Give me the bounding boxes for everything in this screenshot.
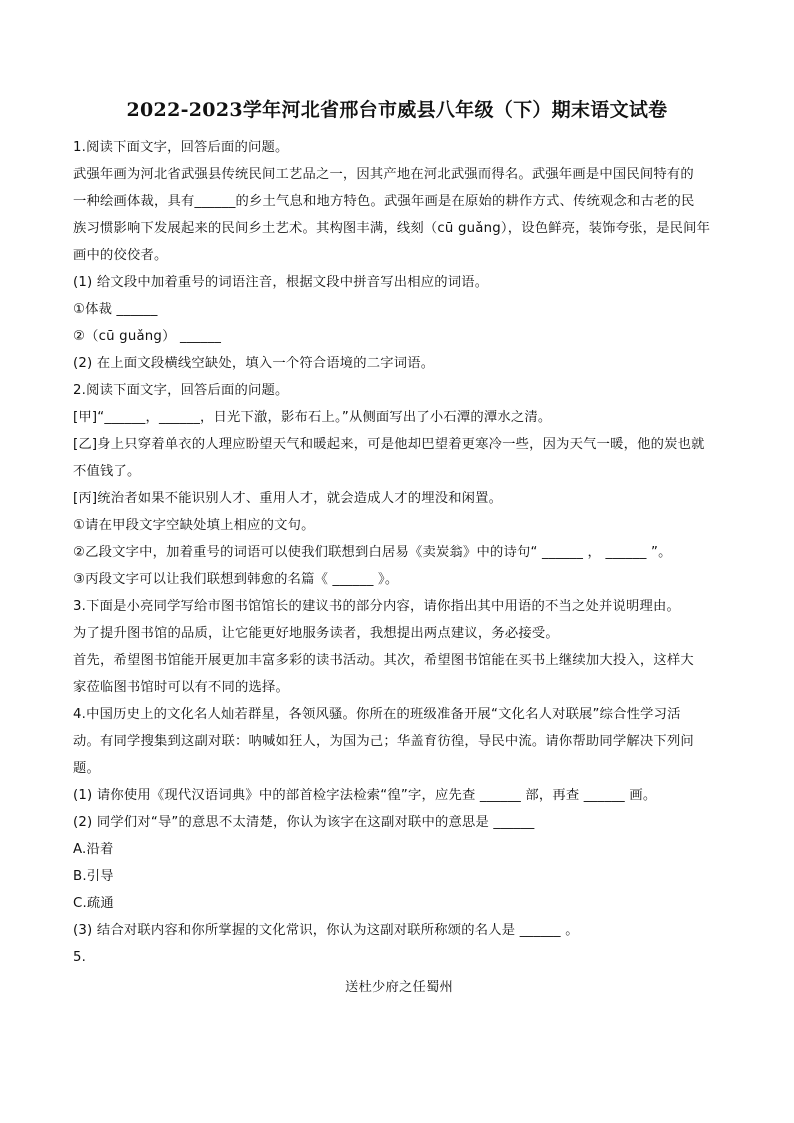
text-line: 动。有同学搜集到这副对联：呐喊如狂人，为国为己；华盖育彷徨，导民中流。请你帮助同学解决下列问 — [73, 734, 694, 749]
text-line: 5. — [73, 950, 87, 965]
text-line: 家莅临图书馆时可以有不同的选择。 — [73, 680, 289, 695]
text-line: (3) 结合对联内容和你所掌握的文化常识，你认为这副对联所称颂的名人是 ______ 。 — [73, 923, 579, 938]
text-line: (1) 请你使用《现代汉语词典》中的部首检字法检索“徨”字，应先查 ______ 部，再查 ______ 画。 — [73, 788, 657, 803]
text-line: 题。 — [73, 761, 100, 776]
text-line: [乙]身上只穿着单衣的人理应盼望天气和暖起来，可是他却巴望着更寒冷一些，因为天气一暖，他的炭也就 — [73, 437, 705, 452]
text-line: (2) 在上面文段横线空缺处，填入一个符合语境的二字词语。 — [73, 356, 435, 371]
text-line: (1) 给文段中加着重号的词语注音，根据文段中拼音写出相应的词语。 — [73, 275, 489, 290]
text-line: 4.中国历史上的文化名人灿若群星，各领风骚。你所在的班级准备开展“文化名人对联展”综合性学习活 — [73, 707, 681, 722]
text-line: 首先，希望图书馆能开展更加丰富多彩的读书活动。其次，希望图书馆能在买书上继续加大投入，这样大 — [73, 653, 694, 668]
text-line: ②（cū guǎng） ______ — [73, 329, 222, 344]
text-line: C.疏通 — [73, 896, 114, 911]
document-body — [73, 134, 725, 1001]
text-line: ②乙段文字中，加着重号的词语可以使我们联想到白居易《卖炭翁》中的诗句“ ______ ， ______ ”。 — [73, 545, 672, 560]
text-line: ③丙段文字可以让我们联想到韩愈的名篇《 ______ 》。 — [73, 572, 399, 587]
text-line: 不值钱了。 — [73, 464, 141, 479]
text-line: B.引导 — [73, 869, 114, 884]
text-line: 一种绘画体裁，具有______的乡土气息和地方特色。武强年画是在原始的耕作方式、传统观念和古老的民 — [73, 194, 695, 209]
text-line: 为了提升图书馆的品质，让它能更好地服务读者，我想提出两点建议，务必接受。 — [73, 626, 559, 641]
text-line: 1.阅读下面文字，回答后面的问题。 — [73, 140, 289, 155]
text-line: 武强年画为河北省武强县传统民间工艺品之一，因其产地在河北武强而得名。武强年画是中国民间特有的 — [73, 167, 694, 182]
poem-title: 送杜少府之任蜀州 — [345, 980, 453, 995]
text-line: 3.下面是小亮同学写给市图书馆馆长的建议书的部分内容，请你指出其中用语的不当之处并说明理由。 — [73, 599, 680, 614]
text-line: 族习惯影响下发展起来的民间乡土艺术。其构图丰满，线刻（cū guǎng），设色鲜亮，装饰夸张，是民间年 — [73, 221, 711, 236]
text-line: 2.阅读下面文字，回答后面的问题。 — [73, 383, 289, 398]
text-line: ①体裁 ______ — [73, 302, 158, 317]
text-line: 画中的佼佼者。 — [73, 248, 168, 263]
document-title: 2022-2023学年河北省邢台市威县八年级（下）期末语文试卷 — [126, 99, 668, 121]
text-line: [丙]统治者如果不能识别人才、重用人才，就会造成人才的埋没和闲置。 — [73, 491, 503, 506]
text-line: (2) 同学们对“导”的意思不太清楚，你认为该字在这副对联中的意思是 ______ — [73, 815, 535, 830]
text-line: [甲]“______，______，日光下澈，影布石上。”从侧面写出了小石潭的潭水之清。 — [73, 410, 552, 425]
text-line: ①请在甲段文字空缺处填上相应的文句。 — [73, 518, 315, 533]
text-line: A.沿着 — [73, 842, 114, 857]
